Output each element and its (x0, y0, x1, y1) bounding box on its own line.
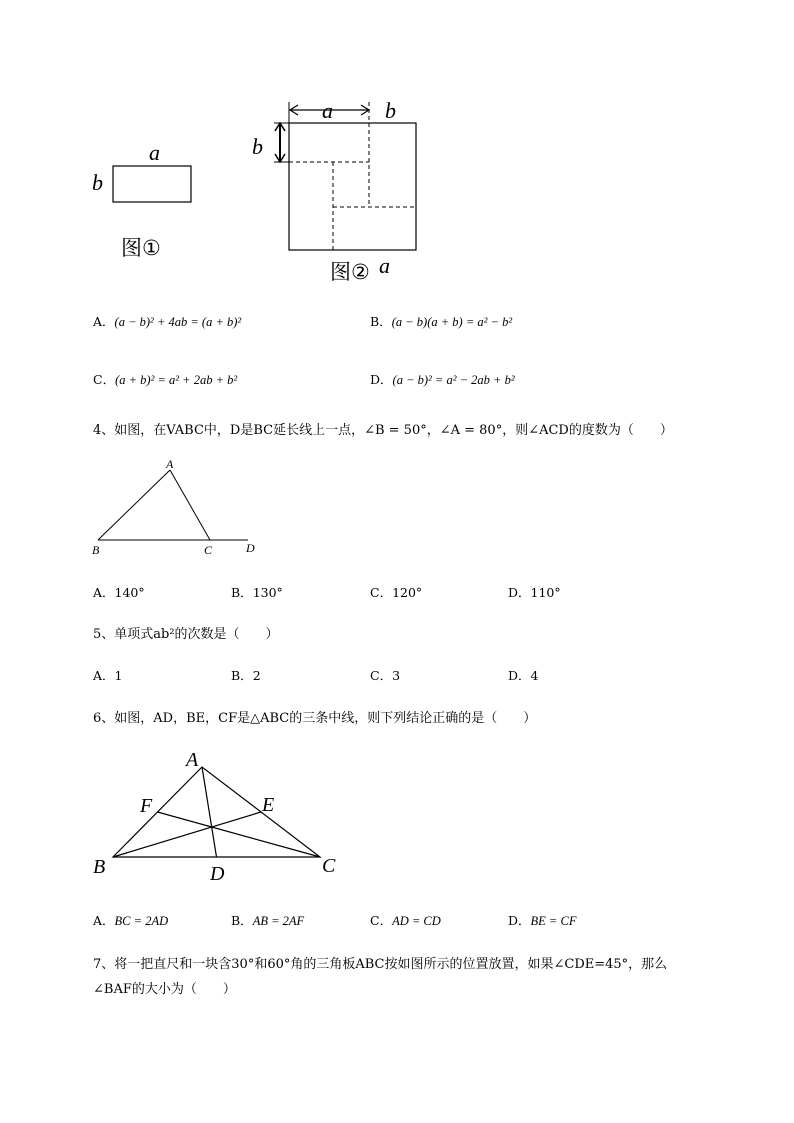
label-b-top: b (385, 98, 396, 123)
q4-option-d: D．110° (508, 585, 561, 600)
figure-1 (88, 140, 208, 260)
figure-2-caption: 图② (330, 260, 370, 284)
q6-option-c: C．AD = CD (370, 913, 441, 928)
q5-option-d: D．4 (508, 668, 539, 683)
label-a-top: a (322, 98, 333, 123)
q6-label-f: F (140, 795, 153, 817)
q5-option-b: B．2 (231, 668, 261, 683)
q5-stem: 5、单项式ab²的次数是（ ） (93, 627, 279, 642)
q6-option-b: B．AB = 2AF (231, 913, 305, 928)
q4-label-c: C (204, 543, 213, 557)
q5-option-a: A．1 (93, 668, 123, 683)
q6-label-b: B (93, 856, 106, 878)
figure-2 (248, 96, 438, 288)
q3-option-a: A．(a − b)² + 4ab = (a + b)² (93, 314, 242, 329)
q6-label-c: C (322, 855, 336, 877)
big-square (289, 123, 416, 250)
q4-triangle-svg (88, 452, 268, 562)
q4-option-b: B．130° (231, 585, 283, 600)
figure-1-caption: 图① (121, 236, 161, 260)
q6-label-d: D (210, 863, 225, 885)
q5-option-c: C．3 (370, 668, 401, 683)
q4-option-c: C．120° (370, 585, 423, 600)
q6-label-a: A (186, 749, 199, 771)
q6-label-e: E (262, 794, 275, 816)
q6-triangle-svg (88, 744, 348, 889)
q6-figure (88, 744, 348, 889)
q3-option-d: D．(a − b)² = a² − 2ab + b² (370, 372, 515, 387)
q7-stem-line-1: 7、将一把直尺和一块含30°和60°角的三角板ABC按如图所示的位置放置，如果∠CDE=45°，那么 (93, 957, 668, 972)
label-b-left: b (252, 134, 263, 159)
rectangle (113, 166, 191, 202)
q3-option-c: C．(a + b)² = a² + 2ab + b² (93, 372, 238, 387)
label-a: a (149, 140, 160, 165)
label-a-bottom: a (379, 253, 390, 278)
q4-label-d: D (246, 541, 255, 555)
q7-stem-line-2: ∠BAF的大小为（ ） (93, 982, 236, 997)
label-b: b (92, 170, 103, 195)
q6-option-d: D．BE = CF (508, 913, 577, 928)
q4-label-b: B (92, 543, 100, 557)
q6-stem: 6、如图，AD，BE，CF是△ABC的三条中线，则下列结论正确的是（ ） (93, 711, 537, 726)
q4-option-a: A．140° (93, 585, 145, 600)
q4-figure (88, 452, 268, 562)
q4-stem: 4、如图，在VABC中，D是BC延长线上一点，∠B = 50°，∠A = 80°，则∠ACD的度数为（ ） (93, 423, 673, 438)
q3-option-b: B．(a − b)(a + b) = a² − b² (370, 314, 513, 329)
q4-label-a: A (166, 457, 174, 471)
q6-option-a: A．BC = 2AD (93, 913, 169, 928)
